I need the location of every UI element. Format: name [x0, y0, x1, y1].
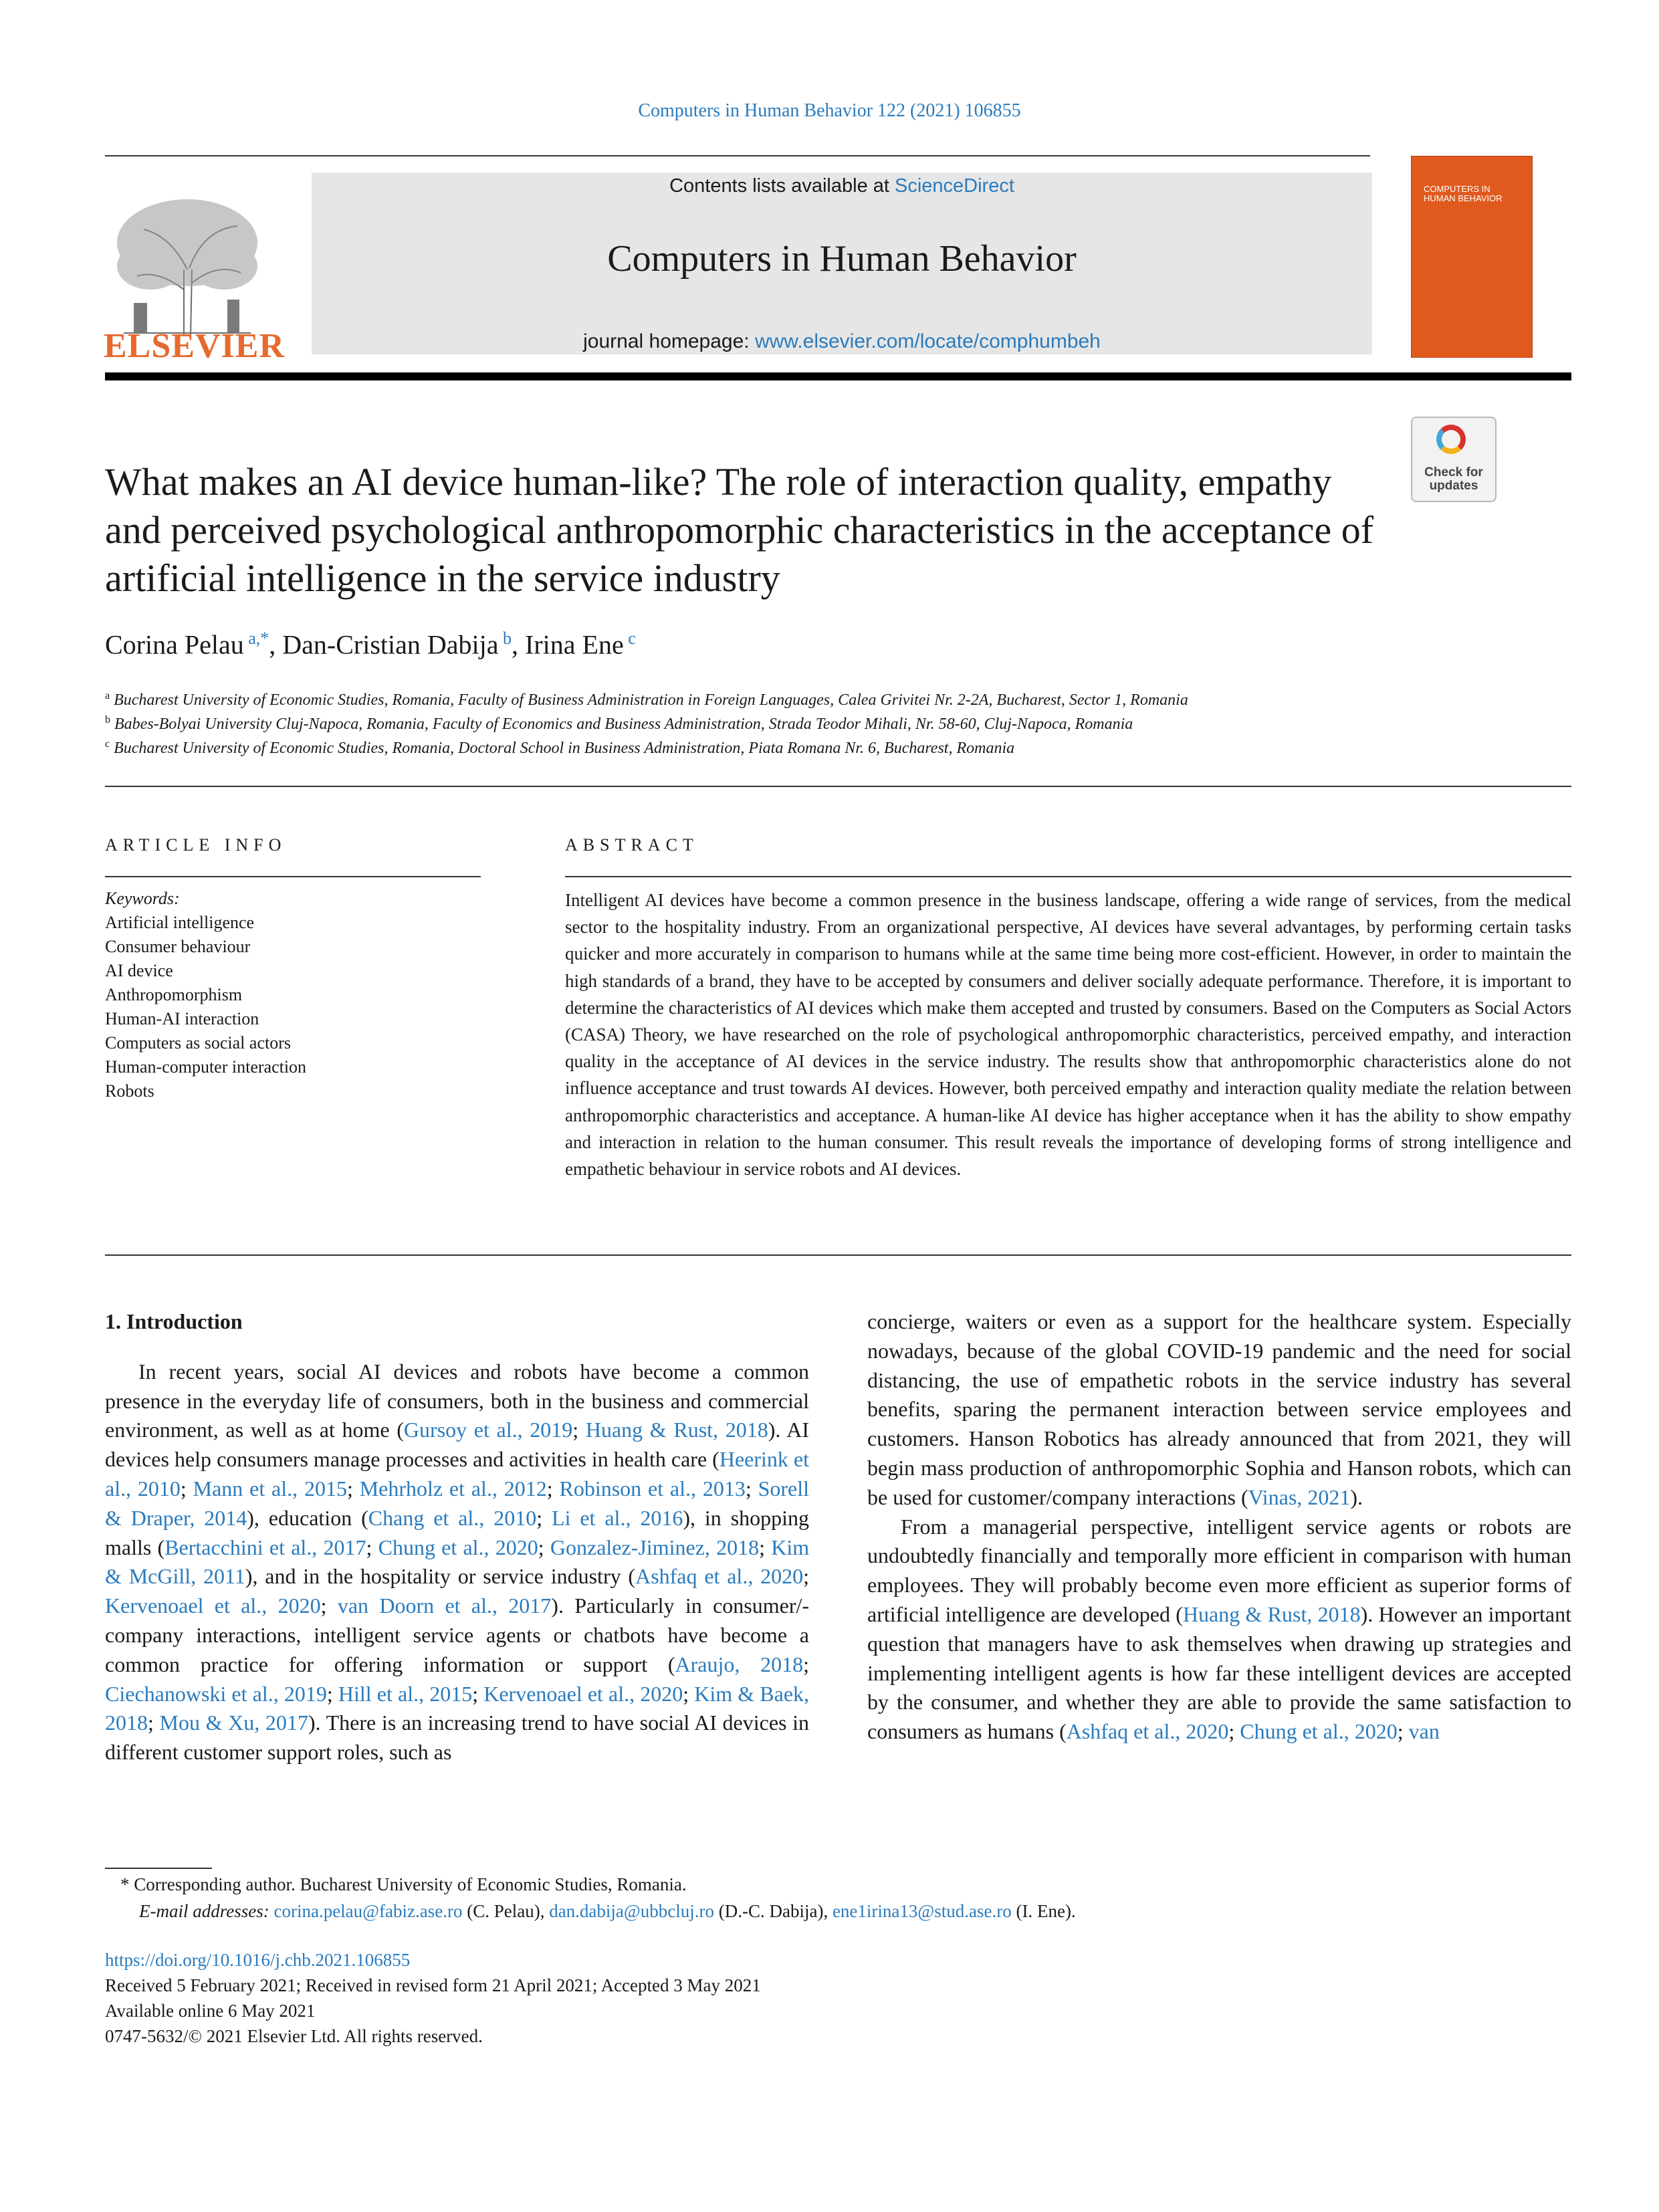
affiliation-text: Babes-Bolyai University Cluj-Napoca, Romania, Faculty of Economics and Business Administration, Strada Teodor Mihali, Nr. 58-60, Cluj-Napoca, Romania: [114, 715, 1133, 733]
paragraph-text: ;: [326, 1681, 338, 1706]
citation-link[interactable]: Araujo, 2018: [675, 1652, 804, 1676]
header-rule: [105, 155, 1370, 156]
email-link[interactable]: corina.pelau@fabiz.ase.ro: [273, 1901, 463, 1921]
paragraph-text: ;: [148, 1710, 160, 1735]
paragraph-text: concierge, waiters or even as a support for the healthcare system. Especially nowadays, because of the global COVID-19 pandemic and the need for social distancing, the use of empathetic robots in the service industry has several benefits, sparing the permanent interaction between service employees and customers. Hanson Robotics has already announced that from 2021, they will begin mass production of anthropomorphic Sophia and Hanson robots, which can be used for customer/company interactions (: [867, 1309, 1571, 1509]
email-owner: (D.-C. Dabija),: [714, 1901, 833, 1921]
email-link[interactable]: ene1irina13@stud.ase.ro: [832, 1901, 1012, 1921]
article-history-dates: Received 5 February 2021; Received in revised form 21 April 2021; Accepted 3 May 2021: [105, 1975, 761, 1995]
paragraph-text: ;: [538, 1535, 550, 1559]
paragraph-text: ;: [1228, 1719, 1240, 1744]
author-name: Corina Pelau: [105, 629, 244, 660]
citation-link[interactable]: van: [1408, 1719, 1440, 1744]
citation-link[interactable]: Heerink et al., 2010: [105, 1447, 810, 1501]
paragraph-text: ;: [536, 1505, 552, 1530]
paragraph-text: ;: [803, 1652, 810, 1676]
citation-link[interactable]: Kim & Baek, 2018: [105, 1681, 810, 1735]
author-name: Dan-Cristian Dabija: [282, 629, 499, 660]
article-info-heading: ARTICLE INFO: [105, 835, 287, 855]
article-info-rule: [105, 876, 481, 877]
paragraph-text: ;: [803, 1564, 810, 1589]
citation-link[interactable]: Chang et al., 2010: [368, 1505, 537, 1530]
citation-link[interactable]: Huang & Rust, 2018: [585, 1418, 768, 1442]
doi-link[interactable]: https://doi.org/10.1016/j.chb.2021.106855: [105, 1950, 411, 1970]
journal-cover-thumbnail[interactable]: [1411, 156, 1533, 358]
affiliation-c: [105, 738, 1576, 758]
author-list: [105, 629, 1375, 660]
corresponding-author-note: * Corresponding author. Bucharest University of Economic Studies, Romania.: [120, 1874, 687, 1894]
journal-reference-link[interactable]: Computers in Human Behavior 122 (2021) 106855: [638, 100, 1021, 121]
paragraph-text: In recent years, social AI devices and robots have become a common presence in the everyday life of consumers, both in the business and commercial environment, as well as at home (: [105, 1359, 809, 1442]
paragraph-text: ;: [759, 1535, 772, 1559]
journal-homepage-line: [312, 330, 1372, 353]
affiliation-rule: [105, 786, 1571, 787]
paragraph-text: ;: [472, 1681, 484, 1706]
cover-title: COMPUTERS IN HUMAN BEHAVIOR: [1424, 184, 1503, 203]
paragraph-text: ), in shopping malls (: [105, 1505, 810, 1559]
keywords-label: Keywords:: [105, 889, 180, 908]
email-owner: (I. Ene).: [1011, 1901, 1076, 1921]
citation-link[interactable]: van Doorn et al., 2017: [337, 1593, 552, 1618]
keyword-item: Artificial intelligence: [105, 913, 255, 932]
body-paragraph: [105, 1357, 809, 1767]
check-updates-icon: [1436, 425, 1466, 454]
keyword-item: Consumer behaviour: [105, 937, 251, 956]
citation-link[interactable]: Vinas, 2021: [1248, 1484, 1351, 1509]
elsevier-wordmark: ELSEVIER: [104, 327, 285, 365]
body-paragraph: [867, 1513, 1571, 1747]
keyword-item: Human-AI interaction: [105, 1009, 259, 1028]
citation-link[interactable]: Mou & Xu, 2017: [159, 1710, 308, 1735]
section-heading-introduction: 1. Introduction: [105, 1309, 243, 1333]
citation-link[interactable]: Gonzalez-Jiminez, 2018: [550, 1535, 760, 1559]
contents-available-line: [312, 175, 1372, 197]
affiliation-b: [105, 714, 1576, 734]
email-addresses-note: [139, 1901, 1076, 1922]
citation-link[interactable]: Chung et al., 2020: [378, 1535, 538, 1559]
citation-link[interactable]: Ashfaq et al., 2020: [635, 1564, 804, 1589]
affiliation-marker: b: [105, 714, 110, 726]
paragraph-text: ;: [366, 1535, 378, 1559]
email-label: E-mail addresses:: [139, 1901, 274, 1921]
author-affiliation-marker[interactable]: c: [623, 629, 636, 648]
citation-link[interactable]: Gursoy et al., 2019: [403, 1418, 573, 1442]
author-separator: ,: [512, 629, 526, 660]
abstract-end-rule: [105, 1254, 1571, 1256]
citation-link[interactable]: Sorell & Draper, 2014: [105, 1476, 809, 1530]
citation-link[interactable]: Kim & McGill, 2011: [105, 1535, 810, 1589]
check-updates-label: Check for updates: [1424, 465, 1483, 493]
journal-title: Computers in Human Behavior: [607, 238, 1077, 280]
body-column-right: [867, 1307, 1571, 1747]
citation-link[interactable]: Mann et al., 2015: [193, 1476, 347, 1501]
author-separator: ,: [269, 629, 283, 660]
paragraph-text: ;: [572, 1418, 586, 1442]
citation-link[interactable]: Li et al., 2016: [552, 1505, 683, 1530]
homepage-prefix: journal homepage:: [583, 330, 755, 352]
citation-link[interactable]: Bertacchini et al., 2017: [164, 1535, 366, 1559]
paragraph-text: ), and in the hospitality or service industry (: [245, 1564, 636, 1589]
abstract-heading: ABSTRACT: [565, 835, 699, 855]
email-owner: (C. Pelau),: [462, 1901, 550, 1921]
citation-link[interactable]: Kervenoael et al., 2020: [483, 1681, 683, 1706]
abstract-rule: [565, 876, 1571, 877]
citation-link[interactable]: Chung et al., 2020: [1240, 1719, 1398, 1744]
keyword-item: Anthropomorphism: [105, 985, 243, 1004]
copyright-line: 0747-5632/© 2021 Elsevier Ltd. All rights reserved.: [105, 2026, 483, 2046]
available-online-date: Available online 6 May 2021: [105, 2001, 316, 2021]
email-link[interactable]: dan.dabija@ubbcluj.ro: [549, 1901, 714, 1921]
paragraph-text: ;: [1397, 1719, 1409, 1744]
keywords-block: [105, 887, 479, 1103]
journal-homepage-link[interactable]: www.elsevier.com/locate/comphumbeh: [754, 330, 1101, 352]
citation-link[interactable]: Mehrholz et al., 2012: [359, 1476, 547, 1501]
masthead-thick-rule: [105, 372, 1571, 380]
body-column-left: [105, 1307, 809, 1767]
check-for-updates-button[interactable]: [1411, 417, 1497, 502]
body-paragraph: [867, 1307, 1571, 1513]
keyword-item: AI device: [105, 961, 173, 980]
citation-link[interactable]: Ciechanowski et al., 2019: [105, 1681, 327, 1706]
paragraph-text: ;: [745, 1476, 758, 1501]
contents-prefix: Contents lists available at: [669, 175, 895, 197]
paragraph-text: ). However an important question that managers have to ask themselves when drawing up strategies and implementing intelligent agents is how far these intelligent devices are accepted by the consumer, and whether they are able to provide the same satisfaction to consumers as humans (: [867, 1601, 1572, 1744]
paragraph-text: ). There is an increasing trend to have social AI devices in different customer support roles, such as: [105, 1710, 810, 1765]
citation-link[interactable]: Ashfaq et al., 2020: [1066, 1719, 1229, 1744]
abstract-text: Intelligent AI devices have become a common presence in the business landscape, offering a wide range of services, from the medical sector to the hospitality industry. From an organizational perspective, AI devices have several advantages, by performing certain tasks quicker and more accurately in comparison to humans while at the same time being more cost-efficient. However, in order to maintain the high standards of a brand, they have to be accepted by consumers and deliver socially adequate performance. Therefore, it is important to determine the characteristics of AI devices which make them accepted and trusted by consumers. Based on the Computers as Social Actors (CASA) Theory, we have researched on the role of psychological anthropomorphic characteristics, perceived empathy, and interaction quality in the acceptance of AI devices in the service industry. The results show that anthropomorphic characteristics alone do not influence acceptance and trust towards AI devices. However, both perceived empathy and interaction quality mediate the relation between anthropomorphic characteristics and acceptance. A human-like AI device has higher acceptance when it has the ability to show empathy and interaction in relation to the human consumer. This result reveals the importance of developing forms of strong intelligence and empathetic behaviour in service robots and AI devices.: [565, 890, 1571, 1180]
paragraph-text: ). AI devices help consumers manage processes and activities in health care (: [105, 1418, 810, 1472]
sciencedirect-link[interactable]: ScienceDirect: [895, 175, 1014, 197]
paragraph-text: ), education (: [247, 1505, 368, 1530]
citation-link[interactable]: Hill et al., 2015: [338, 1681, 473, 1706]
paragraph-text: ;: [683, 1681, 695, 1706]
paragraph-text: ;: [346, 1476, 360, 1501]
citation-link[interactable]: Kervenoael et al., 2020: [105, 1593, 321, 1618]
affiliation-text: Bucharest University of Economic Studies, Romania, Doctoral School in Business Administration, Piata Romana Nr. 6, Bucharest, Romania: [114, 740, 1015, 757]
citation-link[interactable]: Robinson et al., 2013: [559, 1476, 746, 1501]
author-name: Irina Ene: [525, 629, 624, 660]
affiliation-text: Bucharest University of Economic Studies, Romania, Faculty of Business Administration in Foreign Languages, Calea Grivitei Nr. 2-2A, Bucharest, Sector 1, Romania: [114, 691, 1188, 709]
paragraph-text: From a managerial perspective, intelligent service agents or robots are undoubtedly financially and temporally more efficient in comparison with human employees. They will probably become even more efficient as superior forms of artificial intelligence are developed (: [867, 1514, 1571, 1626]
affiliation-marker: c: [105, 738, 110, 750]
article-title: What makes an AI device human-like? The role of interaction quality, empathy and perceived psychological anthropomorphic characteristics in the acceptance of artificial intelligence in the service industry: [105, 460, 1374, 600]
paragraph-text: ;: [320, 1593, 338, 1618]
paragraph-text: ;: [180, 1476, 193, 1501]
keyword-item: Computers as social actors: [105, 1033, 291, 1053]
paragraph-text: ). Particularly in consumer/-company interactions, intelligent service agents or chatbots have become a common practice for offering information or support (: [105, 1593, 810, 1676]
citation-link[interactable]: Huang & Rust, 2018: [1182, 1601, 1361, 1626]
author-affiliation-marker[interactable]: a,*: [243, 629, 269, 648]
affiliation-a: [105, 690, 1576, 709]
author-affiliation-marker[interactable]: b: [498, 629, 512, 648]
keyword-item: Robots: [105, 1081, 154, 1101]
footnote-rule: [105, 1868, 212, 1869]
paragraph-text: ;: [546, 1476, 560, 1501]
keyword-item: Human-computer interaction: [105, 1057, 307, 1077]
paragraph-text: ).: [1350, 1484, 1363, 1509]
affiliation-marker: a: [105, 690, 110, 701]
